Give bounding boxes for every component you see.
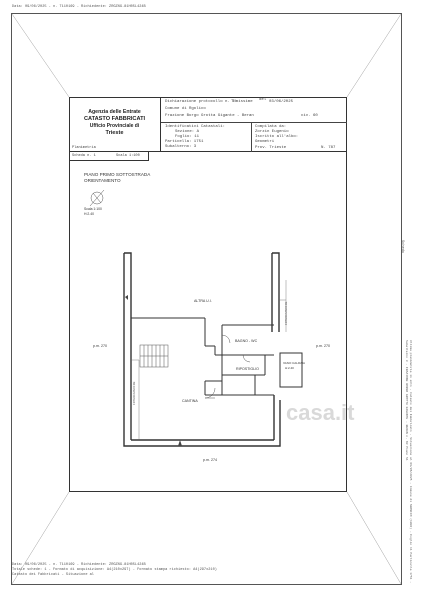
bagno-label: BAGNO - WC bbox=[235, 339, 258, 343]
address-label: Frazione Borgo Grotta Gigante - Beran bbox=[165, 114, 254, 118]
declaration-del: del bbox=[259, 98, 267, 102]
ident-subalterno: Subalterno: 3 bbox=[165, 145, 197, 149]
right-margin-label: Scheda bbox=[400, 240, 404, 253]
intercapedine-right-label: INTERCAPEDINE bbox=[285, 301, 288, 325]
planimetria-label: Planimetria bbox=[72, 146, 96, 150]
civic-number: civ. 60 bbox=[301, 114, 318, 118]
bottom-meta-line-3: Catasto dei Fabbricati - Situazione al bbox=[12, 573, 94, 577]
pm-bottom-label: p.m. 274 bbox=[203, 458, 217, 462]
pm-left-label: p.m. 270 bbox=[93, 344, 107, 348]
height-note: H:2.40 bbox=[84, 212, 94, 216]
side-vertical-text: Ultima planimetria in atti - Catasto dei Fabbricati - Situazione al 09/06/2025 - Comune di SGONICO (1802) - Foglio 11 Particella 1751 - Subalterno 3 - FRAZIONE BORGO GROTTA GIGANTE - BERAN n. 60 Piano S1 bbox=[405, 340, 412, 584]
top-meta-line: Data: 09/06/2025 - n. T110169 - Richiedente: ZRGZNG.81H05L424B bbox=[12, 5, 146, 9]
compilata-title: Compilata da: bbox=[255, 125, 287, 129]
scheda-scale: Scala 1:100 bbox=[116, 154, 140, 158]
compilata-prov: Prov. Trieste bbox=[255, 146, 287, 150]
intercapedine-left-label: INTERCAPEDINE bbox=[133, 381, 136, 405]
altra-ui-label: ALTRA U.I. bbox=[194, 299, 212, 303]
scheda-number: Scheda n. 1 bbox=[72, 154, 96, 158]
pm-right-label: p.m. 270 bbox=[316, 344, 330, 348]
ident-sezione: Sezione: A bbox=[175, 130, 200, 134]
stairs-icon bbox=[140, 345, 168, 367]
declaration-prot: Tdmissime bbox=[231, 100, 253, 104]
watermark-logo: casa.it bbox=[286, 400, 355, 425]
inner-walls bbox=[131, 318, 274, 395]
ident-particella: Particella: 1751 bbox=[165, 140, 204, 144]
ufficio-label: Ufficio Provinciale di bbox=[89, 123, 140, 129]
vano-caldaia-label: VANO CALDAIA bbox=[283, 361, 305, 365]
floor-title: PIANO PRIMO SOTTOSTRADA bbox=[84, 172, 151, 177]
comune-label: Comune di Rgolico bbox=[165, 107, 206, 111]
scale-note: Scala 1:100 bbox=[84, 207, 102, 211]
compilata-albo: Geometri bbox=[255, 140, 275, 144]
orientamento-label: ORIENTAMENTO bbox=[84, 178, 121, 183]
catasto-title: CATASTO FABBRICATI bbox=[83, 116, 146, 122]
declaration-title: Dichiarazione protocollo n. T bbox=[165, 100, 235, 104]
compilata-name: Zorzin Eugenio bbox=[255, 130, 289, 134]
ripostiglio-label: RIPOSTIGLIO bbox=[236, 367, 259, 371]
vano-caldaia-height: H:2.40 bbox=[285, 366, 294, 370]
building-walls bbox=[124, 253, 280, 446]
ident-foglio: Foglio: 11 bbox=[175, 135, 200, 139]
compilata-num: N. 787 bbox=[321, 146, 336, 150]
agency-name: Agenzia delle Entrate bbox=[88, 109, 141, 115]
hatch-lines bbox=[131, 280, 286, 440]
ufficio-city: Trieste bbox=[105, 130, 124, 136]
declaration-date: 03/06/2025 bbox=[269, 100, 294, 104]
cantina-label: CANTINA bbox=[182, 399, 198, 403]
north-arrow-icon bbox=[90, 190, 104, 206]
compilata-iscritto: Iscritto all'albo: bbox=[255, 135, 299, 139]
bottom-meta-line-2: Totale schede: 1 - Formato di acquisizione: A4(210x297) - Formato stampa richiesto: A4(297x210) bbox=[12, 568, 217, 572]
boiler-annex bbox=[280, 353, 302, 387]
ident-title: Identificativi Catastali: bbox=[165, 125, 226, 129]
bottom-meta-line-1: Data: 09/06/2025 - n. T110169 - Richiedente: ZRGZNG.81H05L424B bbox=[12, 563, 146, 567]
